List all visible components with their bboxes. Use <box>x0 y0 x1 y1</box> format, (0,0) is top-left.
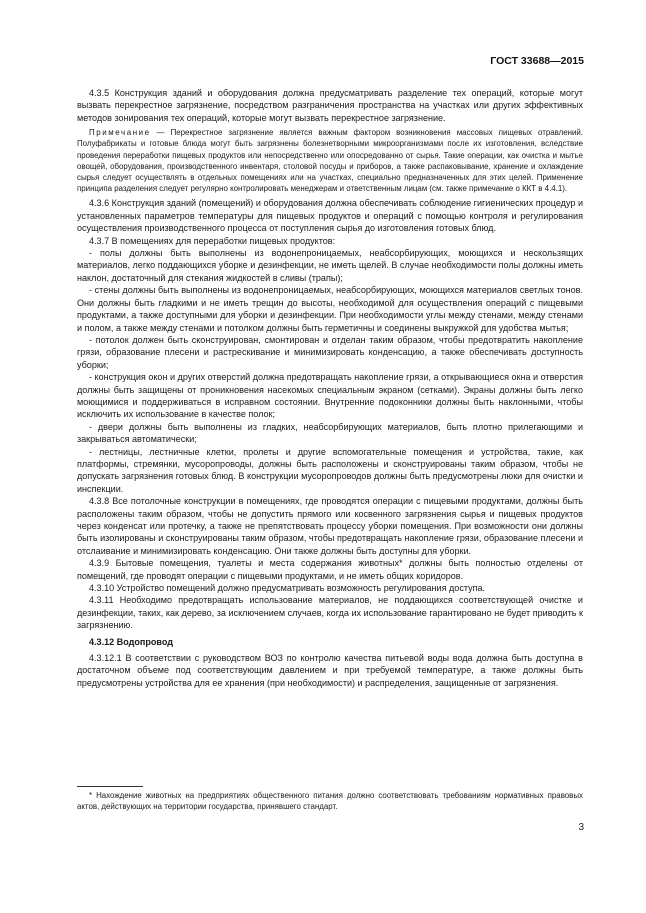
clause-4-3-8: 4.3.8 Все потолочные конструкции в помещениях, где проводятся операции с пищевыми продуктами, должны быть расположены таким образом, чтобы не допустить прямого или косвенного загрязнения сырья и пищевых продуктов через конденсат или протечку, а также не препятствовать процессу уборки помещения. При возможности они должны быть изолированы и сконструированы таким образом, чтобы предотвращать накопление грязи, образование плесени и отслаивание и минимизировать конденсацию. Они также должны быть доступны для уборки. <box>77 496 583 556</box>
clause-4-3-10: 4.3.10 Устройство помещений должно предусматривать возможность регулирования доступа. <box>89 583 486 594</box>
clause-4-3-12-1: 4.3.12.1 В соответствии с руководством ВОЗ по контролю качества питьевой воды вода должна быть доступна в достаточном объеме под соответствующим давлением и при требуемой температуре, а также должны быть предусмотрены устройства для ее хранения (при необходимости) и распределения, защищенные от загрязнения. <box>77 653 583 688</box>
note-paragraph <box>77 127 583 194</box>
page-number: 3 <box>578 822 584 833</box>
standard-code-header: ГОСТ 33688—2015 <box>490 55 584 67</box>
footnote-divider <box>77 786 143 787</box>
clause-4-3-6: 4.3.6 Конструкция зданий (помещений) и оборудования должна обеспечивать соблюдение гигиенических процедур и установленных параметров температуры для пищевых продуктов и операций с помощью контроля и регулирования осуществления производственного процесса от поступления сырья до изготовления готовых блюд. <box>77 198 583 234</box>
clause-4-3-7: 4.3.7 В помещениях для переработки пищевых продуктов: <box>89 235 336 246</box>
footnote: * Нахождение животных на предприятиях общественного питания должно соответствовать требованиям нормативных правовых актов, действующих на территории государства, принявшего стандарт. <box>77 791 583 812</box>
clause-4-3-5: 4.3.5 Конструкция зданий и оборудования должна предусматривать разделение тех операций, которые могут вызвать перекрестное загрязнение, посредством разграничения пространства на участках или других эффективных методов зонирования тех операций, которые могут вызвать перекрестное загрязнение. <box>77 88 583 123</box>
clause-4-3-7-windows: - конструкция окон и других отверстий должна предотвращать накопление грязи, а открывающиеся окна и отверстия должны быть защищены от проникновения насекомых специальным экраном (сетками). Экраны должны быть легко моющимися и поддерживаться в исправном состоянии. Внутренние подоконники должны быть наклонными, чтобы исключить их использование в качестве полок; <box>77 372 583 420</box>
document-body <box>77 87 583 689</box>
clause-4-3-7-doors: - двери должны быть выполнены из гладких, неабсорбирующих материалов, быть плотно прилегающими и закрываться автоматически; <box>77 421 583 445</box>
clause-4-3-11: 4.3.11 Необходимо предотвращать использование материалов, не поддающихся соответствующей очистке и дезинфекции, таких, как дерево, за исключением случаев, когда их использование гарантировано не будет приводить к загрязнению. <box>77 595 583 631</box>
clause-4-3-9: 4.3.9 Бытовые помещения, туалеты и места содержания животных* должны быть полностью отделены от помещений, где проводят операции с пищевыми продуктами, и не иметь общих коридоров. <box>77 558 583 581</box>
clause-4-3-7-ceiling: - потолок должен быть сконструирован, смонтирован и отделан таким образом, чтобы предотвратить накопление грязи, образование плесени и растрескивание и минимизировать конденсацию, а также обеспечивать доступность уборки; <box>77 334 583 370</box>
clause-4-3-7-stairs: - лестницы, лестничные клетки, пролеты и другие вспомогательные помещения и устройства, такие, как платформы, стремянки, мусоропроводы, должны быть расположены и сконструированы таким образом, чтобы не допускать загрязнения готовых блюд. В конструкции мусоропроводов должны быть предусмотрены люки для очистки и инспекции. <box>77 446 583 494</box>
clause-4-3-7-floors: - полы должны быть выполнены из водонепроницаемых, неабсорбирующих, моющихся и нескользящих материалов, легко поддающихся уборке и дезинфекции, не иметь щелей. В случае необходимости полы должны иметь наклон, достаточный для стекания жидкостей в сливы (трапы); <box>77 248 583 283</box>
note-text: — Перекрестное загрязнение является важным фактором возникновения массовых пищевых отравлений. Полуфабрикаты и готовые блюда могут быть загрязнены болезнетворными микроорганизмами после их изготовления, вследствие проведения переработки пищевых продуктов или непосредственно или опосредованно от сырья. Такие операции, как очистка и мытье овощей, оборудования, производственного инвентаря, столовой посуды и приборов, а также распаковывание, хранение и охлаждение сырья следует осуществлять в отдельных помещениях или на участках, специально предназначенных для этих целей. Применение принципа разделения следует регулярно контролировать менеджерам и ответственным лицам (см. также примечание о ККТ в 4.4.1). <box>77 128 583 194</box>
section-heading-4-3-12: 4.3.12 Водопровод <box>89 636 173 647</box>
note-label: Примечание <box>89 128 151 138</box>
clause-4-3-7-walls: - стены должны быть выполнены из водонепроницаемых, неабсорбирующих, моющихся материалов светлых тонов. Они должны быть гладкими и не иметь трещин до высоты, необходимой для осуществления операций с пищевыми продуктами, а также доступными для уборки и дезинфекции. При необходимости углы между стенами, между стенами и полом, а также между стенами и потолком должны быть герметичны и соединены выкружкой для удобства мытья; <box>77 285 583 333</box>
